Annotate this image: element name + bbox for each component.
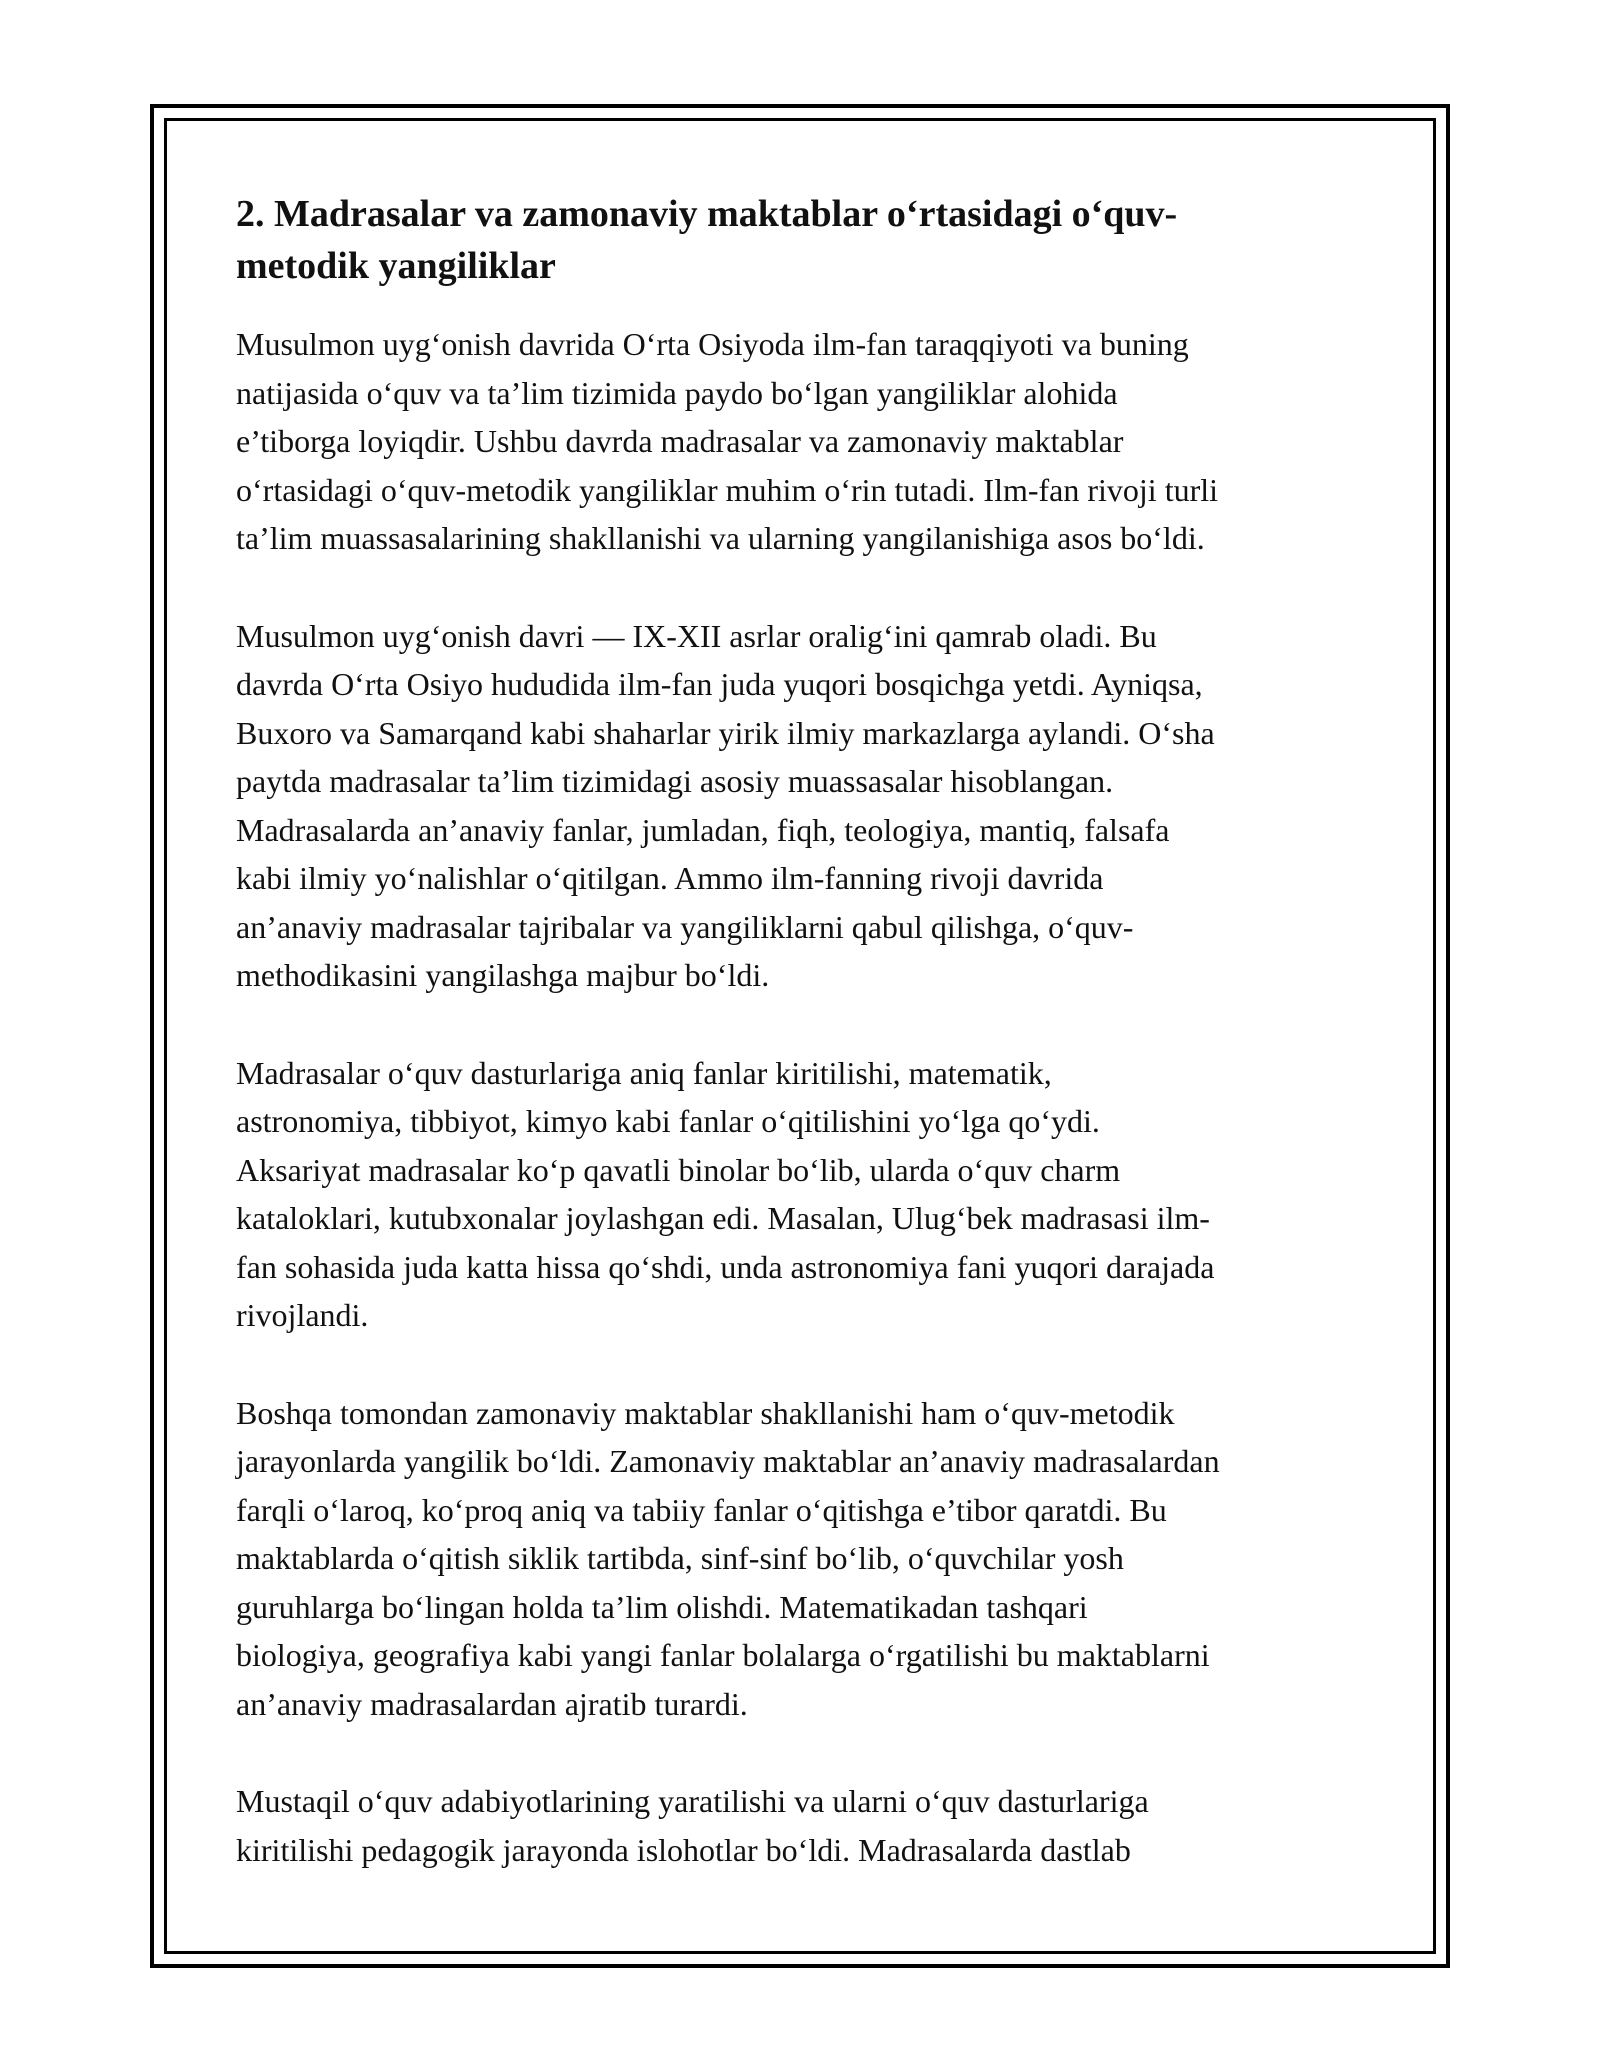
text-line: davrda O‘rta Osiyo hududida ilm-fan juda yuqori bosqichga yetdi. Ayniqsa,	[236, 666, 1203, 702]
text-line: biologiya, geografiya kabi yangi fanlar bolalarga o‘rgatilishi bu maktablarni	[236, 1637, 1210, 1673]
text-line: rivojlandi.	[236, 1297, 369, 1333]
text-line: an’anaviy madrasalardan ajratib turardi.	[236, 1685, 748, 1722]
text-line: kataloklari, kutubxonalar joylashgan edi. Masalan, Ulug‘bek madrasasi ilm-	[236, 1200, 1210, 1236]
document-body	[236, 188, 1386, 1923]
text-line: Madrasalar o‘quv dasturlariga aniq fanlar kiritilishi, matematik,	[236, 1054, 1052, 1091]
text-line: astronomiya, tibbiyot, kimyo kabi fanlar o‘qitilishini yo‘lga qo‘ydi.	[236, 1103, 1100, 1139]
text-line: Musulmon uyg‘onish davrida O‘rta Osiyoda ilm-fan taraqqiyoti va buning	[236, 326, 1189, 362]
text-line: ta’lim muassasalarining shakllanishi va ularning yangilanishiga asos bo‘ldi.	[236, 520, 1205, 556]
text-line: fan sohasida juda katta hissa qo‘shdi, unda astronomiya fani yuqori darajada	[236, 1248, 1215, 1285]
paragraph-5	[236, 1777, 1386, 1874]
text-line: paytda madrasalar ta’lim tizimidagi asosiy muassasalar hisoblangan.	[236, 763, 1114, 799]
text-line: an’anaviy madrasalar tajribalar va yangiliklarni qabul qilishga, o‘quv-	[236, 908, 1134, 945]
text-line: guruhlarga bo‘lingan holda ta’lim olishdi. Matematikadan tashqari	[236, 1588, 1088, 1625]
text-line: e’tiborga loyiqdir. Ushbu davrda madrasalar va zamonaviy maktablar	[236, 423, 1124, 459]
text-line: methodikasini yangilashga majbur bo‘ldi.	[236, 957, 770, 993]
paragraph-2	[236, 612, 1386, 1000]
text-line: jarayonlarda yangilik bo‘ldi. Zamonaviy maktablar an’anaviy madrasalardan	[236, 1443, 1220, 1479]
text-line: Buxoro va Samarqand kabi shaharlar yirik ilmiy markazlarga aylandi. O‘sha	[236, 714, 1215, 751]
paragraph-4	[236, 1389, 1386, 1729]
text-line: natijasida o‘quv va ta’lim tizimida paydo bo‘lgan yangiliklar alohida	[236, 374, 1118, 411]
text-line: kabi ilmiy yo‘nalishlar o‘qitilgan. Ammo ilm-fanning rivoji davrida	[236, 860, 1104, 896]
text-line: Aksariyat madrasalar ko‘p qavatli binolar bo‘lib, ularda o‘quv charm	[236, 1151, 1121, 1188]
section-heading	[236, 188, 1386, 292]
text-line: farqli o‘laroq, ko‘proq aniq va tabiiy fanlar o‘qitishga e’tibor qaratdi. Bu	[236, 1491, 1167, 1528]
heading-line: 2. Madrasalar va zamonaviy maktablar o‘rtasidagi o‘quv-	[236, 193, 1178, 235]
text-line: Boshqa tomondan zamonaviy maktablar shakllanishi ham o‘quv-metodik	[236, 1394, 1175, 1431]
heading-line: metodik yangiliklar	[236, 245, 556, 287]
paragraph-3	[236, 1049, 1386, 1340]
text-line: maktablarda o‘qitish siklik tartibda, sinf-sinf bo‘lib, o‘quvchilar yosh	[236, 1540, 1124, 1576]
text-line: Mustaqil o‘quv adabiyotlarining yaratilishi va ularni o‘quv dasturlariga	[236, 1783, 1149, 1819]
text-line: Musulmon uyg‘onish davri — IX-XII asrlar oralig‘ini qamrab oladi. Bu	[236, 617, 1157, 654]
paragraph-1	[236, 320, 1386, 563]
text-line: Madrasalarda an’anaviy fanlar, jumladan, fiqh, teologiya, mantiq, falsafa	[236, 811, 1170, 848]
text-line: kiritilishi pedagogik jarayonda islohotlar bo‘ldi. Madrasalarda dastlab	[236, 1831, 1131, 1868]
text-line: o‘rtasidagi o‘quv-metodik yangiliklar muhim o‘rin tutadi. Ilm-fan rivoji turli	[236, 471, 1219, 508]
